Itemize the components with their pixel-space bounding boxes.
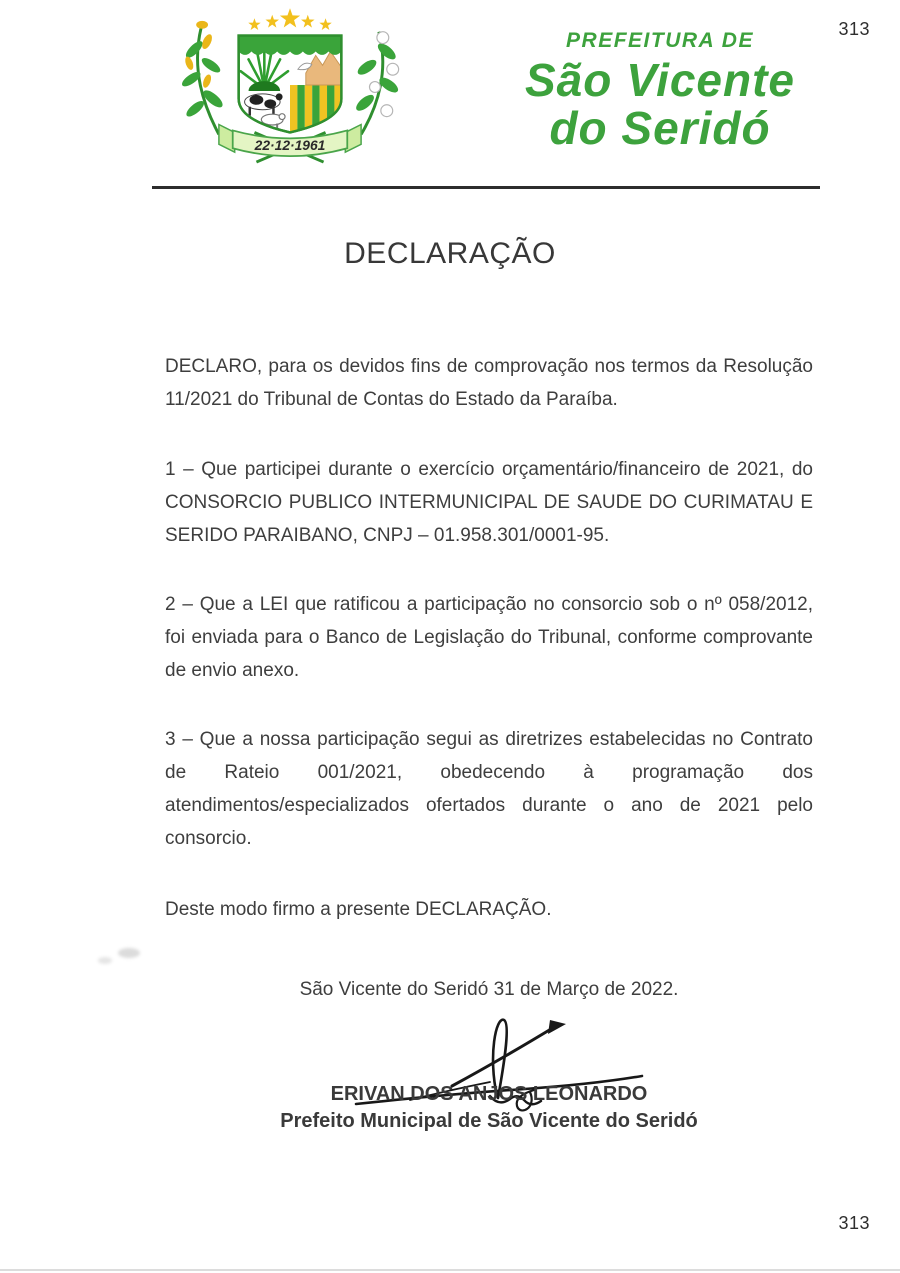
corn-branch-icon <box>180 21 225 135</box>
crest-stars-icon <box>248 8 332 30</box>
coat-of-arms <box>155 8 425 171</box>
paragraph-closing: Deste modo firmo a presente DECLARAÇÃO. <box>165 899 552 920</box>
cotton-branch-icon <box>354 32 401 135</box>
page-number-top: 313 <box>838 19 870 39</box>
scan-edge-line <box>0 1269 900 1271</box>
org-name-line1: São Vicente <box>524 54 796 106</box>
header-divider <box>152 186 820 189</box>
page-number-bottom: 313 <box>838 1213 870 1233</box>
paragraph-item-1: 1 – Que participei durante o exercício orçamentário/financeiro de 2021, do CONSORCIO PUBLICO INTERMUNICIPAL DE SAUDE DO CURIMATAU E SERIDO PARAIBANO, CNPJ – 01.958.301/0001-95. <box>165 459 813 546</box>
paragraph-item-2: 2 – Que a LEI que ratificou a participação no consorcio sob o nº 058/2012, foi enviada para o Banco de Legislação do Tribunal, conforme comprovante de envio anexo. <box>165 594 813 681</box>
paragraph-item-3: 3 – Que a nossa participação segui as diretrizes estabelecidas no Contrato de Rateio 001/2021, obedecendo à programação dos atendimentos/especializados ofertados durante o ano de 2021 pelo consorcio. <box>165 729 813 849</box>
signatory-role: Prefeito Municipal de São Vicente do Seridó <box>280 1110 698 1132</box>
dateline: São Vicente do Seridó 31 de Março de 2022. <box>299 979 679 1000</box>
shield-icon <box>239 36 342 135</box>
org-name-line2: do Seridó <box>549 102 771 154</box>
signatory-name: ERIVAN DOS ANJOS LEONARDO <box>330 1083 648 1105</box>
crest-banner-date: 22·12·1961 <box>254 137 326 154</box>
document-title: DECLARAÇÃO <box>344 237 556 270</box>
paragraph-intro: DECLARO, para os devidos fins de comprovação nos termos da Resolução 11/2021 do Tribunal de Contas do Estado da Paraíba. <box>165 356 813 410</box>
scan-smudge <box>98 957 112 964</box>
org-prefix: PREFEITURA DE <box>566 29 754 52</box>
header-wordmark <box>470 29 850 154</box>
coat-of-arms-icon <box>155 8 425 166</box>
scan-smudge <box>118 948 140 958</box>
